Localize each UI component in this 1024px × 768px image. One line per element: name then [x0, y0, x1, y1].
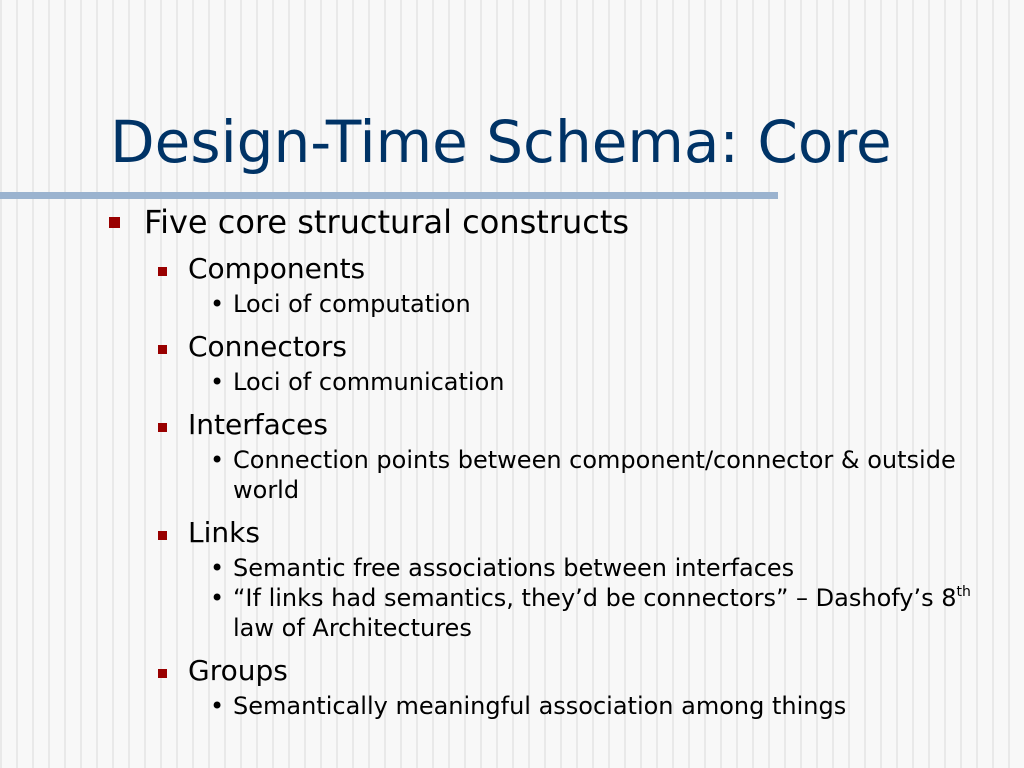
square-bullet-icon — [158, 423, 167, 432]
quote-tail: law of Architectures — [233, 614, 472, 642]
construct-item-components — [106, 249, 1006, 289]
construct-name: Links — [188, 516, 260, 549]
construct-item-links — [106, 513, 1006, 553]
construct-detail — [106, 691, 1006, 721]
quote-text: “If links had semantics, they’d be connectors” – Dashofy’s 8 — [233, 584, 957, 612]
construct-detail — [106, 289, 1006, 319]
construct-item-interfaces — [106, 405, 1006, 445]
detail-text: Loci of computation — [233, 290, 471, 318]
square-bullet-icon — [109, 217, 120, 228]
ordinal-superscript: th — [956, 584, 971, 600]
dot-bullet-icon: • — [210, 584, 225, 612]
square-bullet-icon — [158, 267, 167, 276]
construct-name: Interfaces — [188, 408, 328, 441]
square-bullet-icon — [158, 669, 167, 678]
construct-item-connectors — [106, 327, 1006, 367]
dot-bullet-icon: • — [210, 446, 225, 474]
detail-text: Connection points between component/connector & outside world — [233, 446, 956, 504]
detail-text: Semantic free associations between interfaces — [233, 554, 795, 582]
dot-bullet-icon: • — [210, 554, 225, 582]
detail-text: Semantically meaningful association among things — [233, 692, 847, 720]
construct-name: Groups — [188, 654, 288, 687]
detail-text — [233, 584, 971, 642]
construct-name: Connectors — [188, 330, 348, 363]
detail-text: Loci of communication — [233, 368, 505, 396]
bullet-level1 — [106, 198, 1006, 246]
square-bullet-icon — [158, 531, 167, 540]
dot-bullet-icon: • — [210, 290, 225, 318]
dot-bullet-icon: • — [210, 692, 225, 720]
construct-name: Components — [188, 252, 366, 285]
construct-detail — [106, 367, 1006, 397]
construct-detail-quote — [106, 583, 1006, 643]
square-bullet-icon — [158, 345, 167, 354]
construct-detail — [106, 553, 1006, 583]
dot-bullet-icon: • — [210, 368, 225, 396]
bullet-text: Five core structural constructs — [144, 203, 630, 241]
slide-title: Design-Time Schema: Core — [110, 108, 892, 176]
construct-item-groups — [106, 651, 1006, 691]
construct-detail — [106, 445, 1006, 505]
slide-content — [106, 198, 1006, 721]
